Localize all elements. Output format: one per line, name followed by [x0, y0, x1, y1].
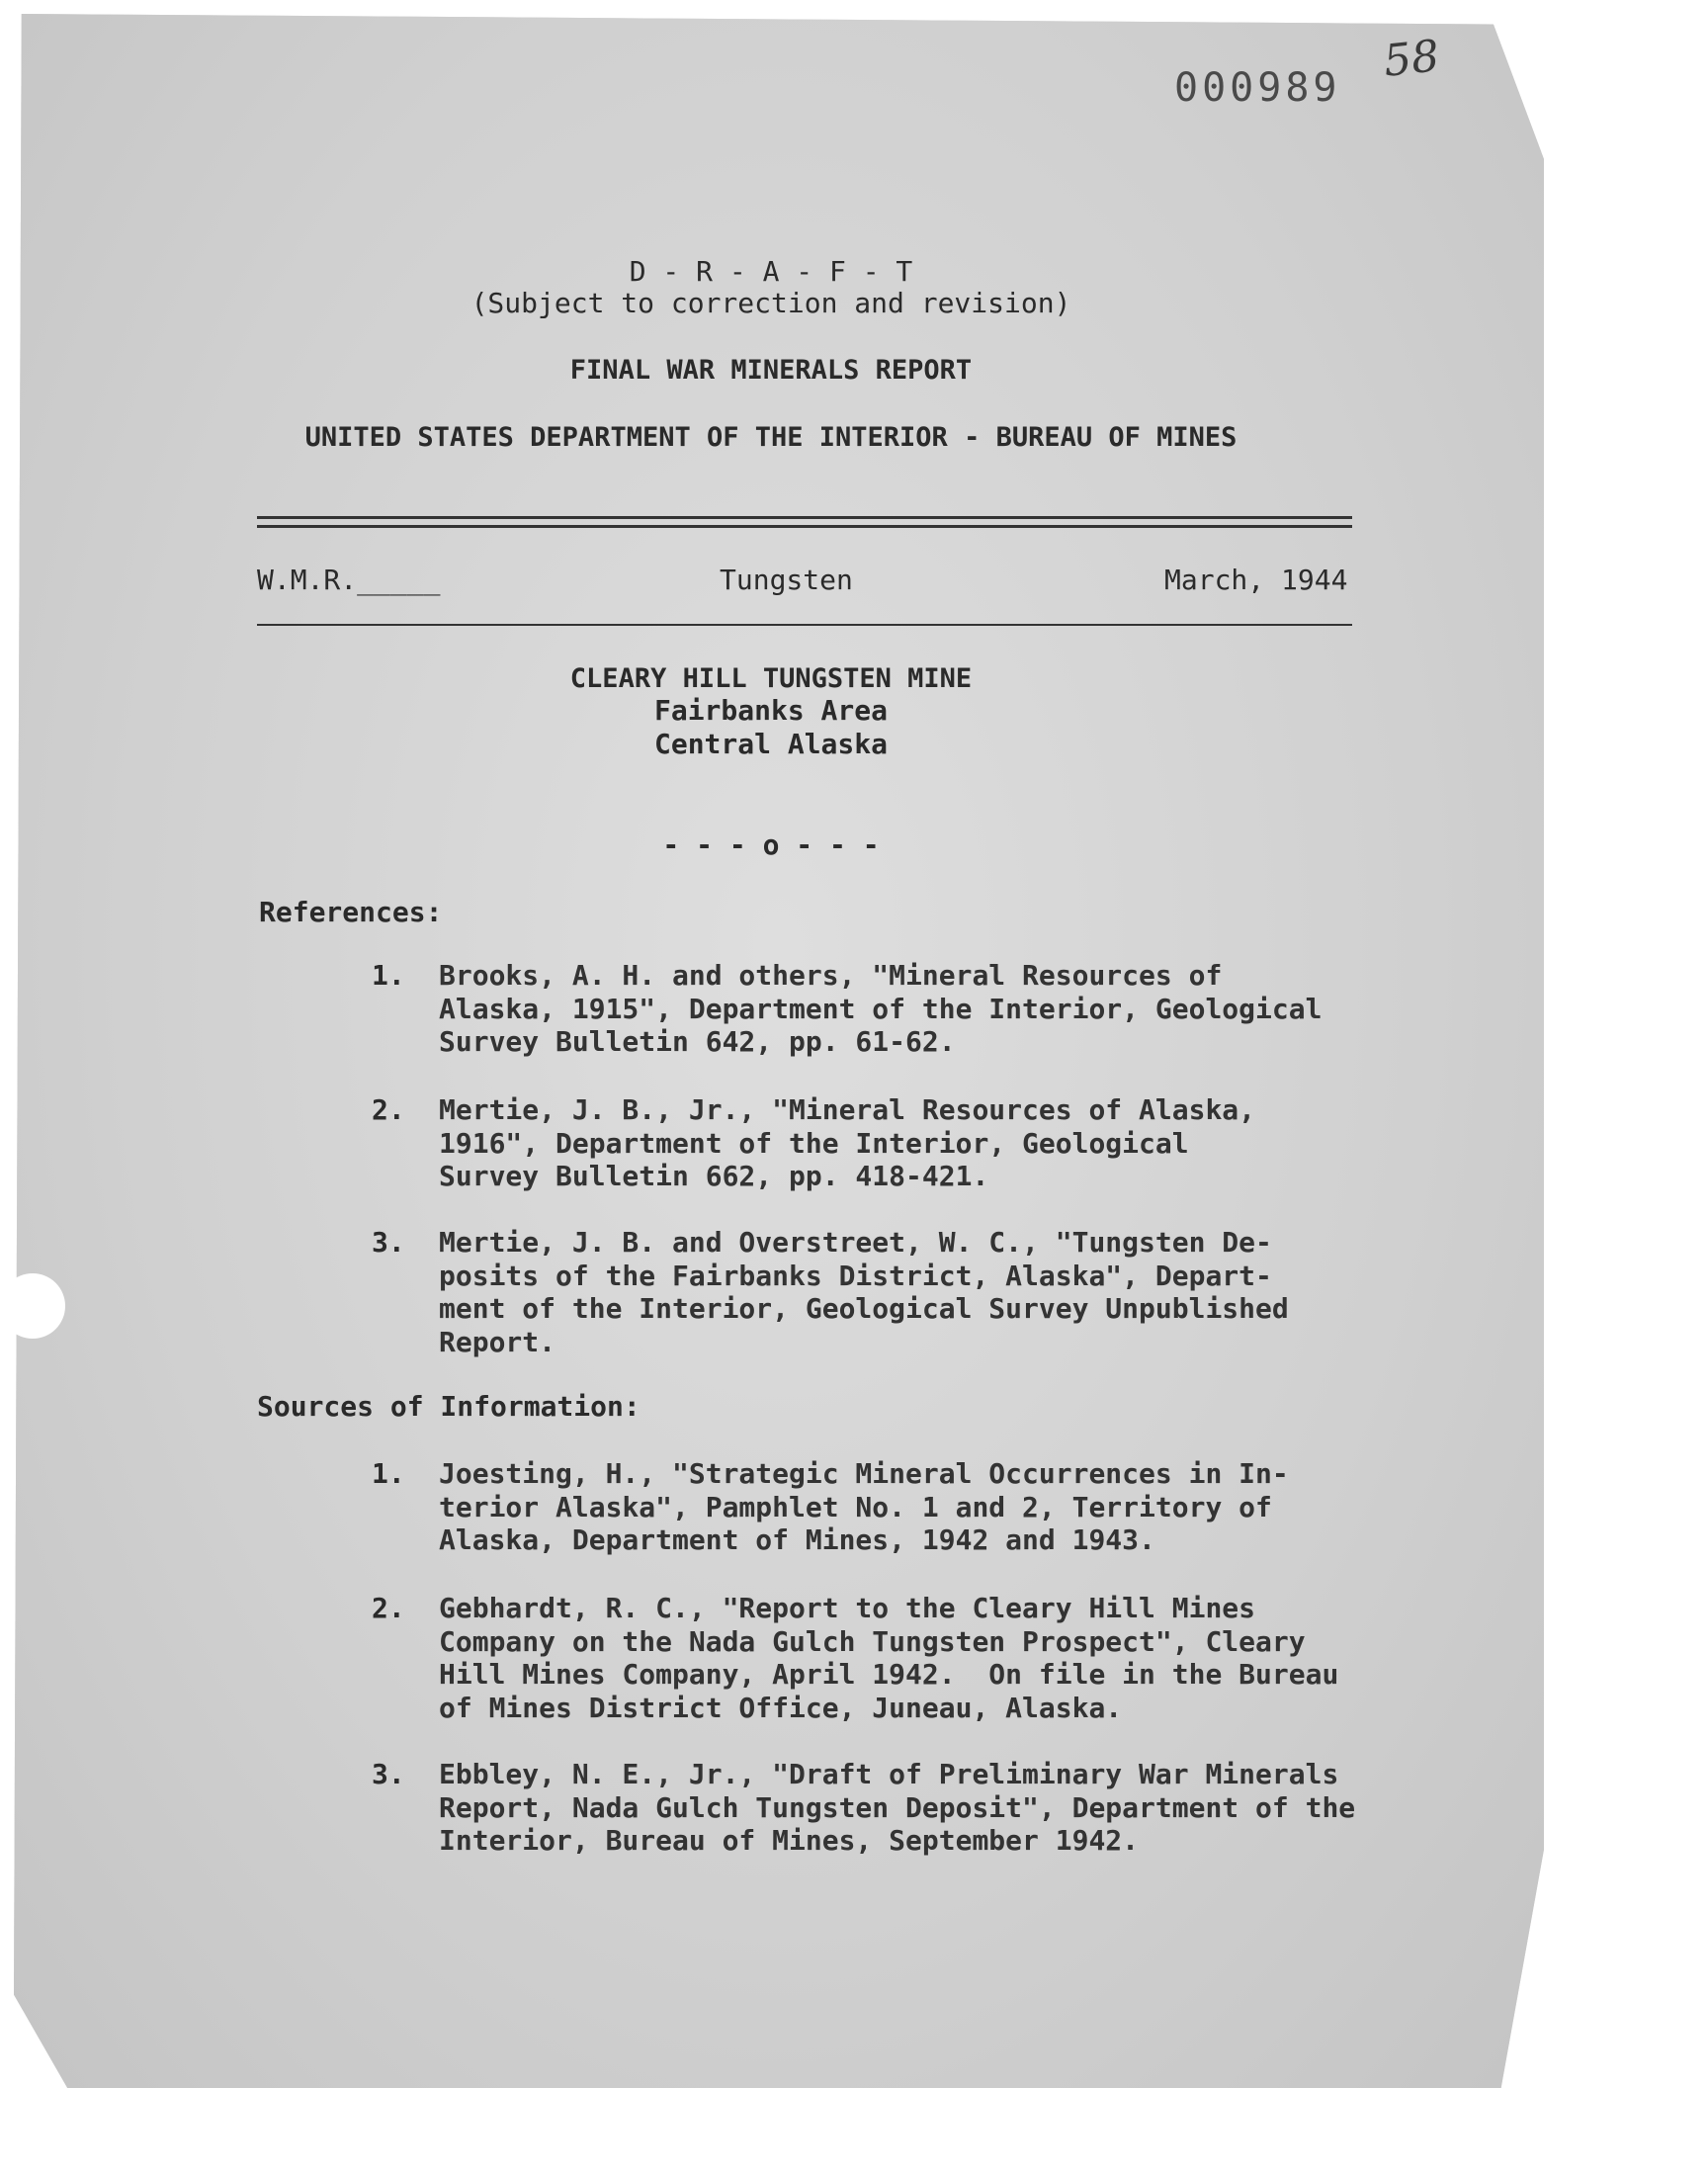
subject-line: (Subject to correction and revision) [470, 287, 1071, 319]
area-name: Fairbanks Area [653, 694, 888, 727]
reference-number: 1. [372, 959, 405, 992]
sources-heading: Sources of Information: [257, 1390, 640, 1423]
double-rule-top [257, 516, 1352, 519]
source-number: 1. [372, 1457, 405, 1490]
region-name: Central Alaska [653, 728, 888, 760]
handwritten-note: 58 [1381, 31, 1442, 87]
mine-name: CLEARY HILL TUNGSTEN MINE [569, 663, 973, 694]
reference-item: Brooks, A. H. and others, "Mineral Resources of Alaska, 1915", Department of the Interior, Geological Survey Bulletin 642, pp. 61-62. [439, 959, 1323, 1058]
reference-item: Mertie, J. B., Jr., "Mineral Resources of Alaska, 1916", Department of the Interior, Geological Survey Bulletin 662, pp. 418-421. [439, 1093, 1256, 1192]
punch-hole [0, 1273, 65, 1339]
reference-number: 2. [372, 1093, 405, 1126]
draft-heading: D - R - A - F - T [629, 255, 913, 288]
stamp-number: 000989 [1174, 65, 1341, 111]
source-item: Ebbley, N. E., Jr., "Draft of Preliminary War Minerals Report, Nada Gulch Tungsten Deposit", Department of the Interior, Bureau of Mines, September 1942. [439, 1758, 1356, 1857]
report-title: FINAL WAR MINERALS REPORT [569, 355, 973, 386]
section-separator: - - - o - - - [662, 828, 880, 861]
single-rule [257, 624, 1352, 626]
reference-item: Mertie, J. B. and Overstreet, W. C., "Tungsten De- posits of the Fairbanks District, Alaska", Depart- ment of the Interior, Geological Survey Unpublished Report. [439, 1226, 1289, 1358]
source-item: Joesting, H., "Strategic Mineral Occurrences in In- terior Alaska", Pamphlet No. 1 and 2, Territory of Alaska, Department of Mines, 1942 and 1943. [439, 1457, 1289, 1556]
source-number: 3. [372, 1758, 405, 1790]
double-rule-bottom [257, 525, 1352, 528]
reference-number: 3. [372, 1226, 405, 1259]
references-heading: References: [259, 896, 443, 928]
commodity: Tungsten [720, 564, 853, 596]
report-date: March, 1944 [1164, 564, 1348, 596]
source-item: Gebhardt, R. C., "Report to the Cleary Hill Mines Company on the Nada Gulch Tungsten Prospect", Cleary Hill Mines Company, April 1942. On file in the Bureau of Mines District Office, Juneau, Alaska. [439, 1592, 1339, 1724]
source-number: 2. [372, 1592, 405, 1624]
wmr-field: W.M.R._____ [257, 564, 441, 596]
department-line: UNITED STATES DEPARTMENT OF THE INTERIOR - BUREAU OF MINES [304, 422, 1238, 453]
